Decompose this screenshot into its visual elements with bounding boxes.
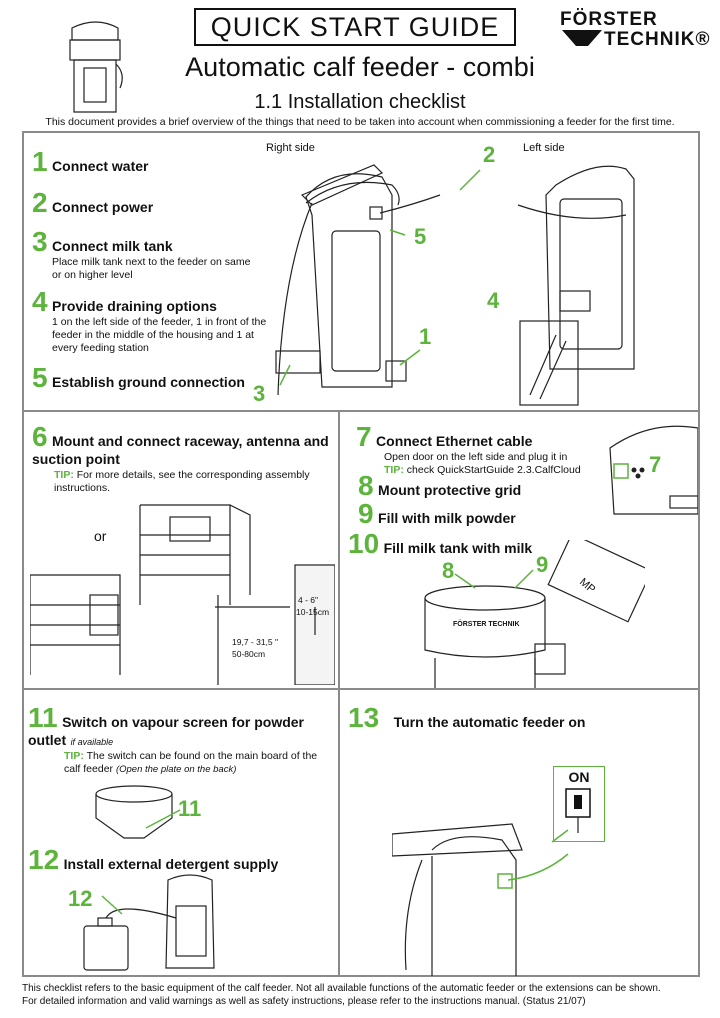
callout-8: 8 [442,558,455,583]
callout-5: 5 [414,224,427,249]
callout-3: 3 [253,381,266,406]
tip-text: For more details, see the corresponding assembly instructions. [54,469,310,494]
step-7 [356,423,616,477]
step-number: 5 [32,362,48,393]
milk-powder-bag-label: MP [577,576,598,596]
step-13 [348,704,585,732]
tip-label: TIP: [54,469,74,481]
step-title: Connect milk tank [52,238,173,254]
dimension-floor-cm: 50-80cm [232,649,266,659]
step-4 [32,288,282,355]
step-title: Connect power [52,199,154,215]
step-number: 7 [356,421,372,452]
step-number: 8 [358,470,374,501]
tip-text: check QuickStartGuide 2.3.CalfCloud [406,464,581,476]
step-tip [32,469,332,495]
page-title: Automatic calf feeder - combi [185,52,535,82]
step-1 [32,148,149,176]
step-title: Establish ground connection [52,374,245,390]
step-6 [32,423,332,495]
step-2 [32,189,153,217]
right-side-label: Right side [266,142,315,154]
step-number: 12 [28,844,60,875]
step-number: 13 [348,702,380,733]
tip-label: TIP: [384,464,404,476]
step-number: 9 [358,498,374,529]
if-available-note: if available [70,737,114,747]
or-label: or [94,528,107,544]
step-number: 4 [32,286,48,317]
step-number: 10 [348,528,380,559]
page-subtitle: 1.1 Installation checklist [254,91,466,113]
logo-line-1: FÖRSTER [560,9,658,30]
step-11 [28,704,328,776]
brand-logo [560,10,710,50]
step-title: Turn the automatic feeder on [393,714,586,730]
feeder-left-side-illustration [516,155,646,410]
step-9 [358,500,516,528]
callout-4: 4 [487,288,500,313]
step-title: Mount protective grid [378,482,522,498]
feeder-power-illustration [392,820,608,976]
step-title: Fill with milk powder [378,510,516,526]
footer [22,982,712,1008]
tip-label: TIP: [64,750,84,762]
on-label: ON [568,769,590,785]
callout-12: 12 [68,886,93,911]
logo-mark-icon [562,30,602,46]
detergent-supply-illustration [76,870,256,974]
step-number: 2 [32,187,48,218]
tip-text: The switch can be found on the main board of the calf feeder [64,750,318,775]
step-number: 3 [32,226,48,257]
left-side-label: Left side [523,142,565,154]
callout-11: 11 [178,796,202,821]
step-title: Fill milk tank with milk [383,540,533,556]
step-5 [32,364,245,392]
tank-brand-label: FÖRSTER TECHNIK [453,621,520,628]
step-title: Connect Ethernet cable [376,433,533,449]
footer-line-1: This checklist refers to the basic equipment of the calf feeder. Not all available functions of the automatic feeder or the extensions can be shown. [22,983,661,994]
raceway-illustration [30,495,335,685]
logo-line-2: TECHNIK® [604,29,711,50]
step-title: Install external detergent supply [63,856,279,872]
callout-2: 2 [483,142,496,167]
footer-line-2: For detailed information and valid warnings as well as safety instructions, please refer to the instructions manual. (Status 21/07) [22,996,586,1007]
step-number: 1 [32,146,48,177]
section1-callout-lines [250,140,510,400]
dimension-height-in: 4 - 6" [298,595,319,605]
step-title: Provide draining options [52,298,217,314]
step-description: Open door on the left side and plug it in [384,451,568,463]
step-title: Switch on vapour screen for powder outlet [28,714,304,748]
dimension-floor-in: 19,7 - 31,5 " [232,637,279,647]
quick-start-banner: QUICK START GUIDE [194,8,516,46]
powder-hopper-illustration [88,784,188,844]
step-title: Mount and connect raceway, antenna and suction point [32,433,329,467]
callout-9: 9 [536,552,549,577]
tip-note: (Open the plate on the back) [115,764,237,775]
step-number: 6 [32,421,48,452]
callout-7: 7 [649,452,662,477]
step-3 [32,228,262,282]
step-description: Place milk tank next to the feeder on same or on higher level [52,256,251,281]
dimension-height-cm: 10-15cm [296,607,330,617]
step-description: 1 on the left side of the feeder, 1 in front of the feeder in the middle of the housing and 1 at every feeding station [52,316,267,354]
callout-1: 1 [419,324,432,349]
step-title: Connect water [52,158,149,174]
step-number: 11 [28,702,58,733]
step-8 [358,472,521,500]
step-tip [28,750,328,776]
intro-text: This document provides a brief overview of the things that need to be taken into account when commissioning a feeder for the first time. [45,116,675,128]
